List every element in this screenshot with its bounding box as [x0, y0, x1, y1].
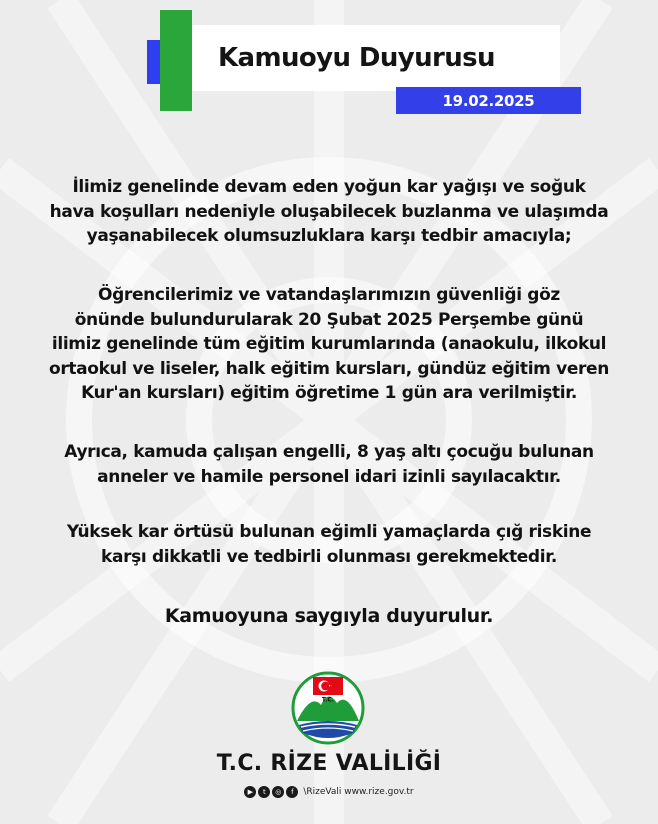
paragraph-2 [0, 283, 658, 406]
logo-label: T.C. [321, 696, 335, 704]
paragraph-line: anneler ve hamile personel idari izinli sayılacaktır. [97, 466, 561, 487]
paragraph-line: Öğrencilerimiz ve vatandaşlarımızın güvenliği göz [98, 285, 560, 305]
paragraph-4 [0, 520, 658, 569]
paragraph-line: ilimiz genelinde tüm eğitim kurumlarında (anaokulu, ilkokul [51, 334, 607, 355]
social-handle[interactable]: \RizeVali www.rize.gov.tr [303, 787, 414, 797]
paragraph-line: hava koşulları nedeniyle oluşabilecek buzlanma ve ulaşımda [49, 201, 609, 222]
announcement-header [0, 0, 658, 130]
paragraph-line: ortaokul ve liseler, halk eğitim kursları, gündüz eğitim veren [49, 358, 609, 379]
title-box [192, 25, 560, 91]
date-badge [396, 87, 581, 114]
announcement-date: 19.02.2025 [442, 91, 535, 110]
paragraph-line: Yüksek kar örtüsü bulunan eğimli yamaçlarda çığ riskine [66, 522, 592, 542]
social-footer [0, 786, 658, 798]
organization-name: T.C. RİZE VALİLİĞİ [216, 751, 442, 776]
instagram-icon[interactable]: ◎ [272, 786, 284, 798]
rize-governorship-logo [291, 671, 365, 745]
twitter-icon[interactable]: t [258, 786, 270, 798]
paragraph-3 [0, 440, 658, 489]
paragraph-line: Kur'an kursları) eğitim öğretime 1 gün ara verilmiştir. [81, 383, 577, 404]
paragraph-line: karşı dikkatli ve tedbirli olunması gerekmektedir. [101, 546, 557, 567]
green-accent-bar [160, 10, 192, 111]
page-title: Kamuoyu Duyurusu [218, 43, 495, 73]
closing-statement: Kamuoyuna saygıyla duyurulur. [164, 605, 494, 627]
paragraph-line: önünde bulundurularak 20 Şubat 2025 Perşembe günü [74, 309, 584, 330]
paragraph-1 [0, 175, 658, 249]
youtube-icon[interactable]: ▶ [244, 786, 256, 798]
paragraph-line: Ayrıca, kamuda çalışan engelli, 8 yaş altı çocuğu bulunan [64, 442, 594, 462]
facebook-icon[interactable]: f [286, 786, 298, 798]
paragraph-line: yaşanabilecek olumsuzluklara karşı tedbir amacıyla; [86, 226, 572, 247]
paragraph-line: İlimiz genelinde devam eden yoğun kar yağışı ve soğuk [72, 177, 586, 197]
